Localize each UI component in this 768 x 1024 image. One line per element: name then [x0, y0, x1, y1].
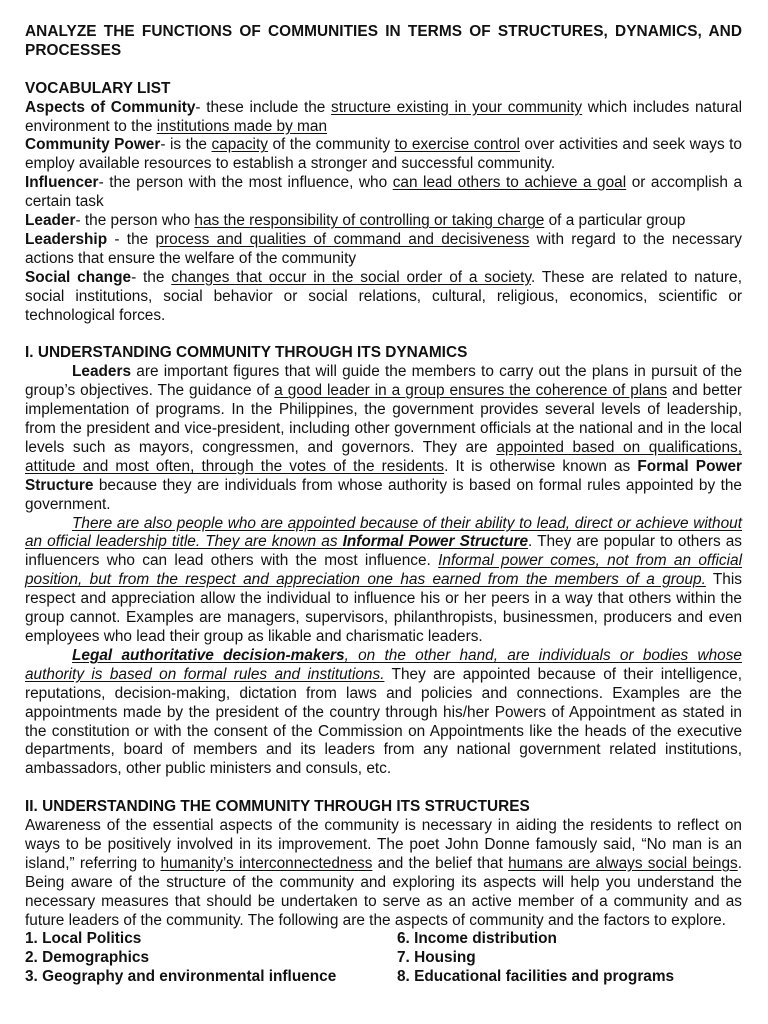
- list-item: 6. Income distribution: [397, 930, 557, 948]
- aspects-list: [25, 930, 742, 987]
- list-item: 1. Local Politics: [25, 930, 142, 948]
- vocab-leadership: Leadership - the process and qualities of command and decisiveness with regard to the necessary actions that ensure the welfare of the community: [25, 230, 742, 267]
- spacer: [25, 61, 742, 80]
- document-title: ANALYZE THE FUNCTIONS OF COMMUNITIES IN TERMS OF STRUCTURES, DYNAMICS, AND PROCESSES: [25, 23, 742, 59]
- section2-heading: II. UNDERSTANDING THE COMMUNITY THROUGH ITS STRUCTURES: [25, 798, 530, 816]
- section1-paragraph-2: There are also people who are appointed because of their ability to lead, direct or achieve without an official leadership title. They are known as Informal Power Structure. They are popular to others as influencers who can lead others with the most influence. Informal power comes, not from an official position, but from the respect and appreciation one has earned from the members of a group. This respect and appreciation allow the individual to influence his or her peers in a way that others within the group cannot. Examples are managers, supervisors, philanthropists, businessmen, producers and even employees who lead their group as likable and charismatic leaders.: [25, 514, 742, 645]
- aspects-list-left: [25, 930, 397, 987]
- list-item: 7. Housing: [397, 949, 476, 967]
- section1-paragraph-3: Legal authoritative decision-makers, on the other hand, are individuals or bodies whose authority is based on formal rules and institutions. They are appointed because of their intelligence, reputations, decision-making, dictation from laws and policies and connections. Examples are the appointments made by the president of the country through his/her Powers of Appointment as stated in the constitution or with the consent of the Commission on Appointments like the heads of the executive departments, board of members and its leaders from any national government related institutions, ambassadors, other public ministers and consuls, etc.: [25, 646, 742, 778]
- vocab-heading: VOCABULARY LIST: [25, 79, 171, 97]
- section1-heading: I. UNDERSTANDING COMMUNITY THROUGH ITS DYNAMICS: [25, 344, 468, 362]
- list-item: 2. Demographics: [25, 949, 150, 967]
- list-item: 3. Geography and environmental influence: [25, 968, 337, 986]
- aspects-list-right: [397, 930, 674, 987]
- section1-paragraph-1: Leaders are important figures that will guide the members to carry out the plans in pursuit of the group’s objectives. The guidance of a good leader in a group ensures the coherence of plans and better implementation of programs. In the Philippines, the government provides several levels of leadership, from the president and vice-president, including other government officials at the national and in the local levels such as mayors, congressmen, and governors. They are appointed based on qualifications, attitude and most often, through the votes of the residents. It is otherwise known as Formal Power Structure because they are individuals from whose authority is based on formal rules appointed by the government.: [25, 363, 742, 513]
- spacer: [25, 325, 742, 344]
- list-item: 8. Educational facilities and programs: [397, 968, 675, 986]
- spacer: [25, 779, 742, 798]
- section2-paragraph-1: Awareness of the essential aspects of the community is necessary in aiding the residents to reflect on ways to be positively involved in its improvement. The poet John Donne famously said, “No man is an island,” referring to humanity’s interconnectedness and the belief that humans are always social beings. Being aware of the structure of the community and exploring its aspects will help you understand the necessary measures that should be undertaken to serve as an active member of a community and as future leaders of the community. The following are the aspects of community and the factors to explore.: [25, 817, 742, 929]
- vocab-social-change: Social change- the changes that occur in the social order of a society. These are related to nature, social institutions, social behavior or social relations, cultural, religious, economics, scientific or technological forces.: [25, 268, 742, 324]
- vocab-community-power: Community Power- is the capacity of the community to exercise control over activities and seek ways to employ available resources to establish a stronger and successful community.: [25, 136, 742, 173]
- vocab-aspects: Aspects of Community- these include the structure existing in your community which includes natural environment to the institutions made by man: [25, 98, 743, 135]
- vocab-leader: Leader- the person who has the responsibility of controlling or taking charge of a particular group: [25, 212, 686, 230]
- vocab-influencer: Influencer- the person with the most influence, who can lead others to achieve a goal or accomplish a certain task: [25, 174, 742, 211]
